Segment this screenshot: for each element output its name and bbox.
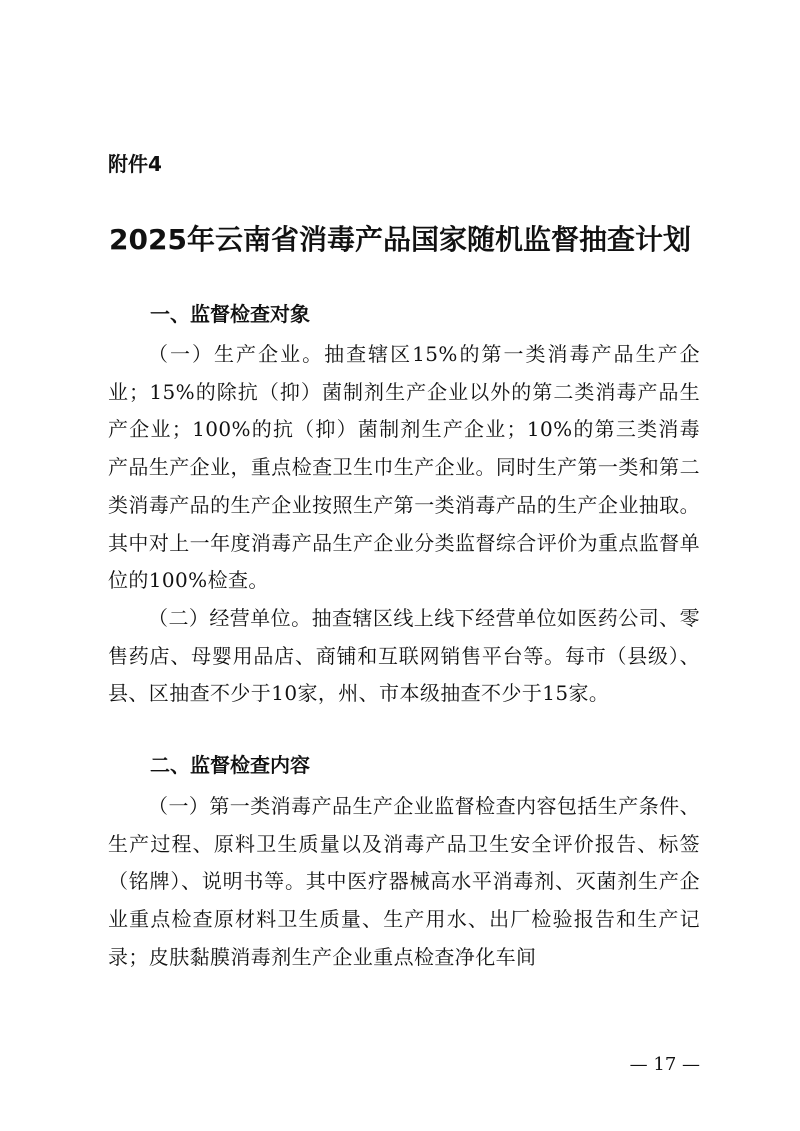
attachment-label: 附件4 bbox=[108, 152, 162, 176]
paragraph-business-units: （二）经营单位。抽查辖区线上线下经营单位如医药公司、零售药店、母婴用品店、商铺和互联网销售平台等。每市（县级）、县、区抽查不少于10家，州、市本级抽查不少于15家。 bbox=[108, 606, 700, 706]
document-title: 2025年云南省消毒产品国家随机监督抽查计划 bbox=[109, 223, 691, 256]
paragraph-first-category-content: （一）第一类消毒产品生产企业监督检查内容包括生产条件、生产过程、原料卫生质量以及消毒产品卫生安全评价报告、标签（铭牌）、说明书等。其中医疗器械高水平消毒剂、灭菌剂生产企业重点检查原材料卫生质量、生产用水、出厂检验报告和生产记录；皮肤黏膜消毒剂生产企业重点检查净化车间 bbox=[108, 794, 700, 969]
paragraph-production-enterprises: （一）生产企业。抽查辖区15%的第一类消毒产品生产企业；15%的除抗（抑）菌制剂生产企业以外的第二类消毒产品生产企业；100%的抗（抑）菌制剂生产企业；10%的第三类消毒产品生产企业，重点检查卫生巾生产企业。同时生产第一类和第二类消毒产品的生产企业按照生产第一类消毒产品的生产企业抽取。其中对上一年度消毒产品生产企业分类监督综合评价为重点监督单位的100%检查。 bbox=[108, 342, 700, 593]
section-heading-objects: 一、监督检查对象 bbox=[150, 302, 310, 326]
page-number: — 17 — bbox=[629, 1054, 700, 1075]
section-heading-content: 二、监督检查内容 bbox=[150, 753, 310, 777]
